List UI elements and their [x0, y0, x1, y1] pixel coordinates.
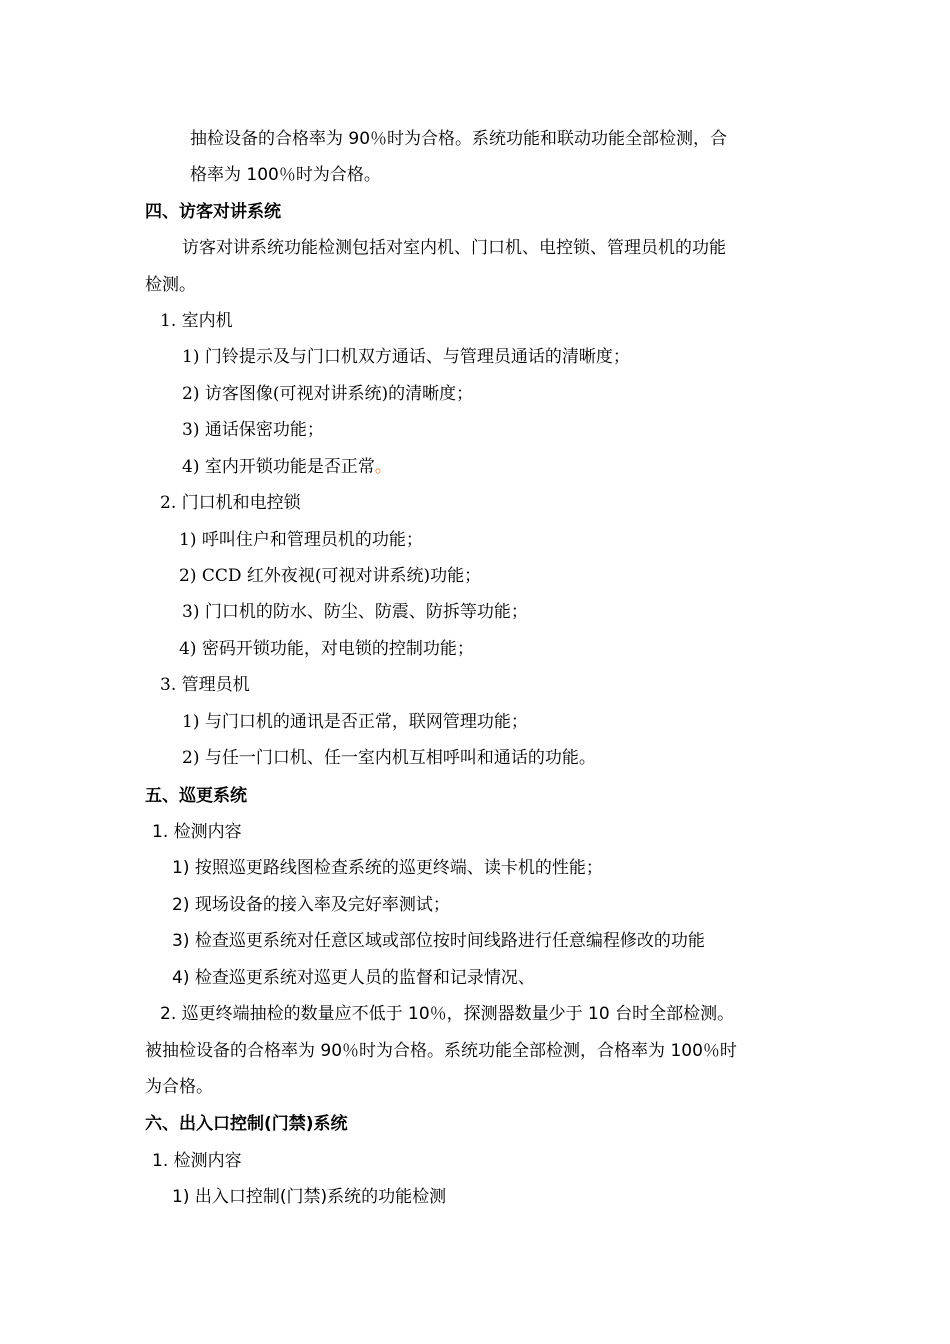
sub-list-item: 1) 门铃提示及与门口机双方通话、与管理员通话的清晰度； — [182, 347, 630, 367]
paragraph-line: 检测。 — [145, 275, 196, 295]
sub-list-item: 2) 与任一门口机、任一室内机互相呼叫和通话的功能。 — [182, 748, 596, 768]
paragraph-line: 为合格。 — [145, 1077, 213, 1097]
list-item: 1. 室内机 — [160, 311, 233, 331]
section-heading: 五、巡更系统 — [145, 786, 247, 806]
section-heading: 四、访客对讲系统 — [145, 202, 281, 222]
sub-list-item-text: 4) 室内开锁功能是否正常 — [182, 457, 375, 477]
sub-list-item: 1) 与门口机的通讯是否正常，联网管理功能； — [182, 712, 528, 732]
list-item: 1. 检测内容 — [152, 1151, 242, 1171]
sub-list-item: 3) 门口机的防水、防尘、防震、防拆等功能； — [182, 602, 528, 622]
sub-list-item: 1) 呼叫住户和管理员机的功能； — [179, 530, 423, 550]
sub-list-item: 4) 密码开锁功能，对电锁的控制功能； — [179, 639, 474, 659]
sub-list-item: 4) 检查巡更系统对巡更人员的监督和记录情况、 — [172, 968, 535, 988]
list-item: 2. 门口机和电控锁 — [160, 493, 301, 513]
punctuation-mark: 。 — [374, 457, 392, 477]
paragraph-line: 抽检设备的合格率为 90％时为合格。系统功能和联动功能全部检测，合 — [190, 129, 728, 149]
sub-list-item — [182, 455, 392, 479]
sub-list-item: 2) CCD 红外夜视(可视对讲系统)功能； — [179, 566, 482, 586]
paragraph-line: 格率为 100％时为合格。 — [190, 165, 381, 185]
list-item: 3. 管理员机 — [160, 675, 250, 695]
paragraph-line: 访客对讲系统功能检测包括对室内机、门口机、电控锁、管理员机的功能 — [182, 238, 726, 258]
sub-list-item: 1) 出入口控制(门禁)系统的功能检测 — [172, 1187, 447, 1207]
paragraph-line: 2. 巡更终端抽检的数量应不低于 10％，探测器数量少于 10 台时全部检测。 — [160, 1004, 735, 1024]
sub-list-item: 2) 访客图像(可视对讲系统)的清晰度； — [182, 384, 474, 404]
sub-list-item: 1) 按照巡更路线图检查系统的巡更终端、读卡机的性能； — [172, 858, 603, 878]
list-item: 1. 检测内容 — [152, 822, 242, 842]
section-heading: 六、出入口控制(门禁)系统 — [145, 1114, 348, 1134]
sub-list-item: 3) 通话保密功能； — [182, 420, 324, 440]
paragraph-line: 被抽检设备的合格率为 90％时为合格。系统功能全部检测，合格率为 100％时 — [145, 1041, 737, 1061]
sub-list-item: 3) 检查巡更系统对任意区域或部位按时间线路进行任意编程修改的功能 — [172, 931, 705, 951]
sub-list-item: 2) 现场设备的接入率及完好率测试； — [172, 895, 450, 915]
